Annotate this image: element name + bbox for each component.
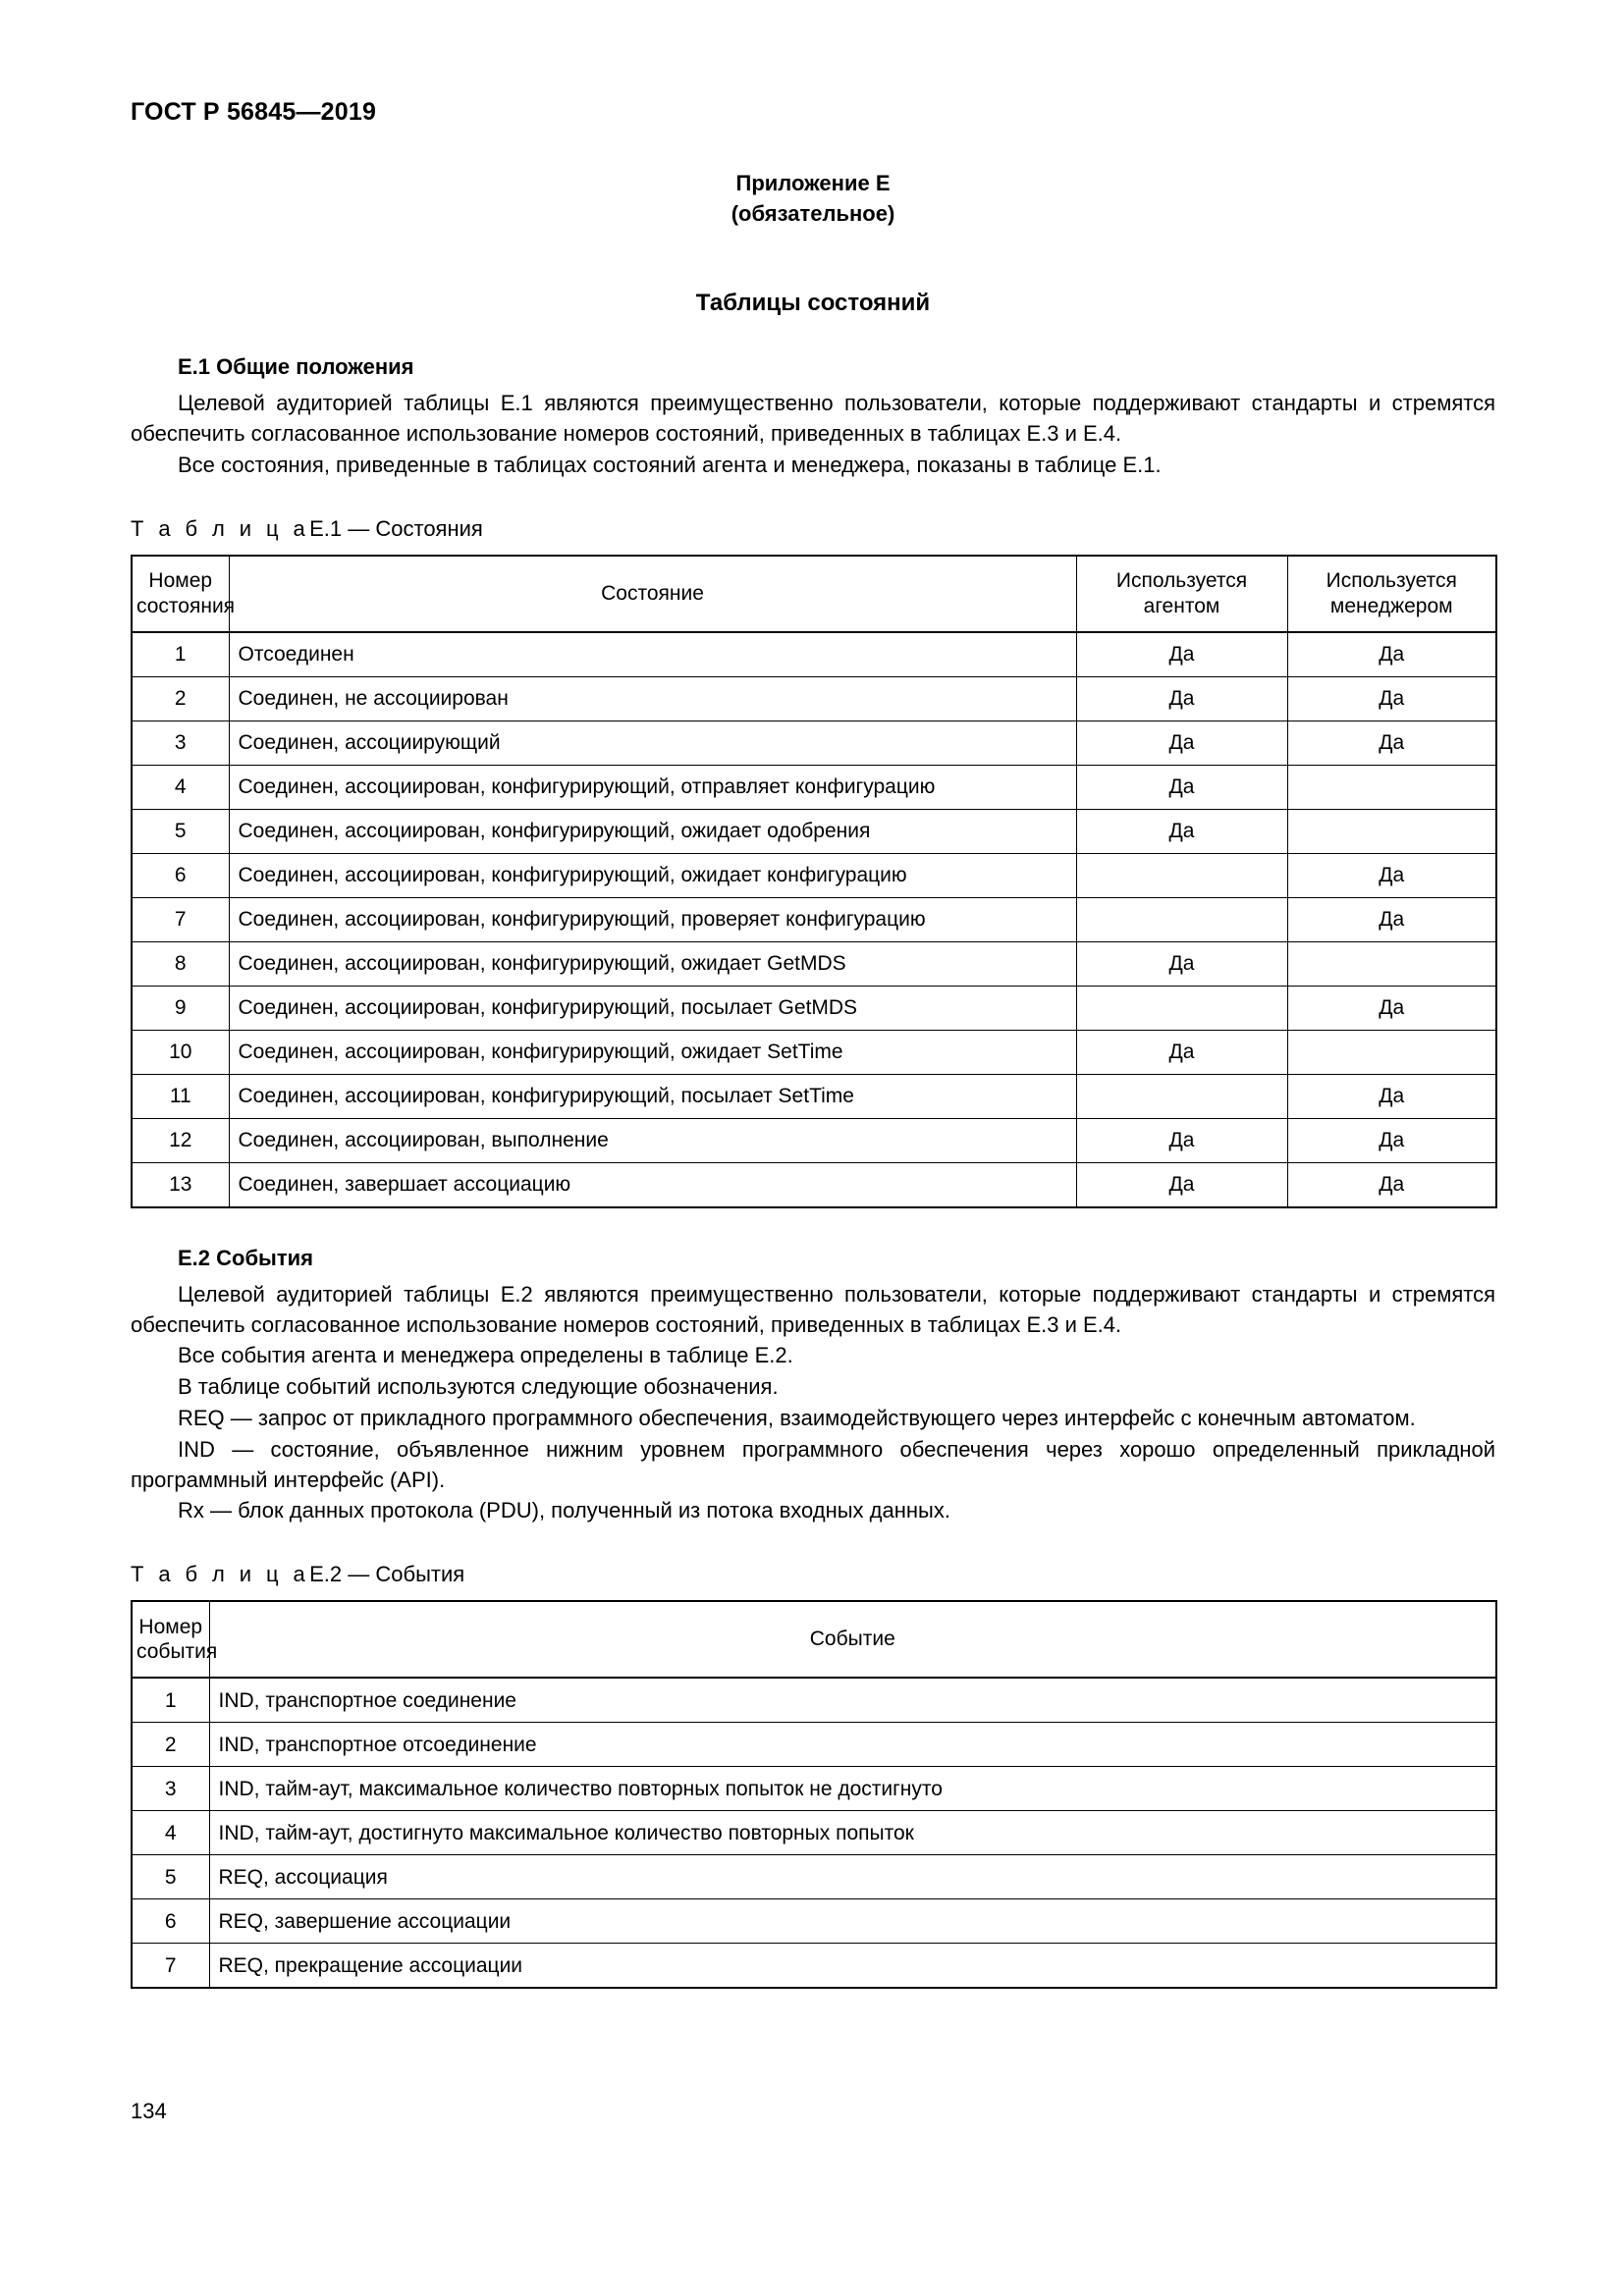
table-row [132,1074,1496,1118]
clause-e2-paragraph-3: В таблице событий используются следующие обозначения. [178,1374,779,1400]
table-row [132,1811,1496,1855]
cell-state-number: 5 [132,809,229,853]
table-e2-caption-rest: Е.2 — События [309,1562,465,1587]
cell-state: Соединен, ассоциирован, выполнение [229,1118,1076,1162]
cell-manager: Да [1287,1074,1496,1118]
table-e2-header-row [132,1601,1496,1678]
cell-manager [1287,1030,1496,1074]
cell-manager: Да [1287,676,1496,721]
cell-event: IND, тайм-аут, максимальное количество повторных попыток не достигнуто [209,1767,1496,1811]
cell-state: Соединен, ассоциирован, конфигурирующий, отправляет конфигурацию [229,765,1076,809]
table-e1-caption-label: Т а б л и ц а [131,515,310,541]
table-e1-col-state: Состояние [229,556,1076,632]
cell-agent: Да [1076,1030,1287,1074]
annex-heading-block [131,168,1495,229]
cell-agent: Да [1076,1118,1287,1162]
cell-event-number: 1 [132,1678,209,1723]
table-row [132,1678,1496,1723]
cell-event-number: 4 [132,1811,209,1855]
cell-state: Соединен, ассоциирован, конфигурирующий, ожидает одобрения [229,809,1076,853]
page-content [131,98,1495,1989]
table-row [132,1030,1496,1074]
table-row [132,941,1496,986]
page-number: 134 [131,2099,167,2123]
clause-e1-paragraph-2: Все состояния, приведенные в таблицах состояний агента и менеджера, показаны в таблице Е.1. [178,453,1162,478]
cell-state: Соединен, завершает ассоциацию [229,1162,1076,1207]
table-e1-col-used-by-agent: Используется агентом [1076,556,1287,632]
cell-state-number: 2 [132,676,229,721]
clause-e2-paragraph-ind: IND — состояние, объявленное нижним уровнем программного обеспечения через хорошо определенный прикладной программный интерфейс (API). [131,1436,1495,1492]
clause-e2-paragraph-1: Целевой аудиторией таблицы Е.2 являются преимущественно пользователи, которые поддерживают стандарты и стремятся обеспечить согласованное использование номеров состояний, приведенных в таблицах Е.3 и Е.4. [131,1281,1495,1337]
cell-event: REQ, прекращение ассоциации [209,1944,1496,1989]
cell-state: Соединен, ассоциирован, конфигурирующий, ожидает SetTime [229,1030,1076,1074]
table-e1-caption [131,516,1495,542]
table-row [132,853,1496,897]
cell-state-number: 7 [132,897,229,941]
cell-agent: Да [1076,632,1287,677]
clause-e2-paragraph-rx: Rx — блок данных протокола (PDU), полученный из потока входных данных. [178,1498,950,1523]
cell-agent: Да [1076,1162,1287,1207]
clause-heading-e1: E.1 Общие положения [178,354,414,380]
section-title: Таблицы состояний [695,290,931,317]
cell-manager [1287,941,1496,986]
annex-title: Приложение Е [735,171,891,195]
cell-state-number: 4 [132,765,229,809]
table-row [132,897,1496,941]
cell-agent [1076,986,1287,1030]
cell-state-number: 6 [132,853,229,897]
cell-event: IND, тайм-аут, достигнуто максимальное количество повторных попыток [209,1811,1496,1855]
cell-event-number: 3 [132,1767,209,1811]
cell-agent [1076,897,1287,941]
cell-state: Отсоединен [229,632,1076,677]
cell-manager: Да [1287,897,1496,941]
cell-state-number: 9 [132,986,229,1030]
table-row [132,676,1496,721]
cell-state-number: 8 [132,941,229,986]
table-e2-body [132,1678,1496,1988]
table-e2-caption-label: Т а б л и ц а [131,1562,310,1587]
cell-state-number: 13 [132,1162,229,1207]
cell-event-number: 7 [132,1944,209,1989]
table-row [132,809,1496,853]
table-e1-body [132,632,1496,1207]
table-events-e2 [131,1600,1497,1989]
table-row [132,1118,1496,1162]
cell-state: Соединен, ассоциирован, конфигурирующий, проверяет конфигурацию [229,897,1076,941]
cell-manager [1287,765,1496,809]
cell-state: Соединен, ассоциирован, конфигурирующий, ожидает GetMDS [229,941,1076,986]
table-row [132,1899,1496,1944]
cell-agent [1076,853,1287,897]
cell-event-number: 6 [132,1899,209,1944]
cell-agent [1076,1074,1287,1118]
table-states-e1 [131,555,1497,1208]
cell-agent: Да [1076,941,1287,986]
cell-event-number: 2 [132,1723,209,1767]
document-standard-header: ГОСТ Р 56845—2019 [131,98,377,126]
table-e2-caption [131,1562,1495,1587]
cell-manager: Да [1287,986,1496,1030]
table-e1-header-row [132,556,1496,632]
cell-state: Соединен, ассоциирующий [229,721,1076,765]
table-e1-caption-rest: Е.1 — Состояния [309,515,483,541]
cell-state-number: 1 [132,632,229,677]
table-row [132,986,1496,1030]
cell-state: Соединен, не ассоциирован [229,676,1076,721]
cell-manager: Да [1287,1118,1496,1162]
table-row [132,1162,1496,1207]
clause-e2-paragraph-2: Все события агента и менеджера определены в таблице Е.2. [178,1343,793,1368]
cell-agent: Да [1076,721,1287,765]
cell-state: Соединен, ассоциирован, конфигурирующий, посылает SetTime [229,1074,1076,1118]
table-row [132,721,1496,765]
cell-event: REQ, ассоциация [209,1855,1496,1899]
table-row [132,632,1496,677]
cell-manager: Да [1287,721,1496,765]
table-e1-col-state-number: Номер состояния [132,556,229,632]
cell-state-number: 10 [132,1030,229,1074]
annex-subtitle: (обязательное) [731,201,895,227]
cell-state-number: 12 [132,1118,229,1162]
cell-manager [1287,809,1496,853]
cell-event-number: 5 [132,1855,209,1899]
cell-state: Соединен, ассоциирован, конфигурирующий, ожидает конфигурацию [229,853,1076,897]
table-e2-col-event-number: Номер события [132,1601,209,1678]
cell-manager: Да [1287,1162,1496,1207]
clause-e1-paragraph-1: Целевой аудиторией таблицы Е.1 являются преимущественно пользователи, которые поддерживают стандарты и стремятся обеспечить согласованное использование номеров состояний, приведенных в таблицах Е.3 и Е.4. [131,391,1495,447]
cell-agent: Да [1076,676,1287,721]
table-row [132,1723,1496,1767]
table-row [132,1944,1496,1989]
cell-manager: Да [1287,632,1496,677]
cell-state-number: 11 [132,1074,229,1118]
table-row [132,1855,1496,1899]
cell-event: IND, транспортное соединение [209,1678,1496,1723]
table-row [132,765,1496,809]
cell-agent: Да [1076,809,1287,853]
table-e2-col-event: Событие [209,1601,1496,1678]
clause-heading-e2: E.2 События [178,1245,313,1270]
clause-e2-paragraph-req: REQ — запрос от прикладного программного обеспечения, взаимодействующего через интерфейс с конечным автоматом. [178,1406,1416,1431]
cell-state-number: 3 [132,721,229,765]
cell-event: REQ, завершение ассоциации [209,1899,1496,1944]
cell-agent: Да [1076,765,1287,809]
cell-manager: Да [1287,853,1496,897]
cell-state: Соединен, ассоциирован, конфигурирующий, посылает GetMDS [229,986,1076,1030]
table-row [132,1767,1496,1811]
table-e1-col-used-by-manager: Используется менеджером [1287,556,1496,632]
cell-event: IND, транспортное отсоединение [209,1723,1496,1767]
